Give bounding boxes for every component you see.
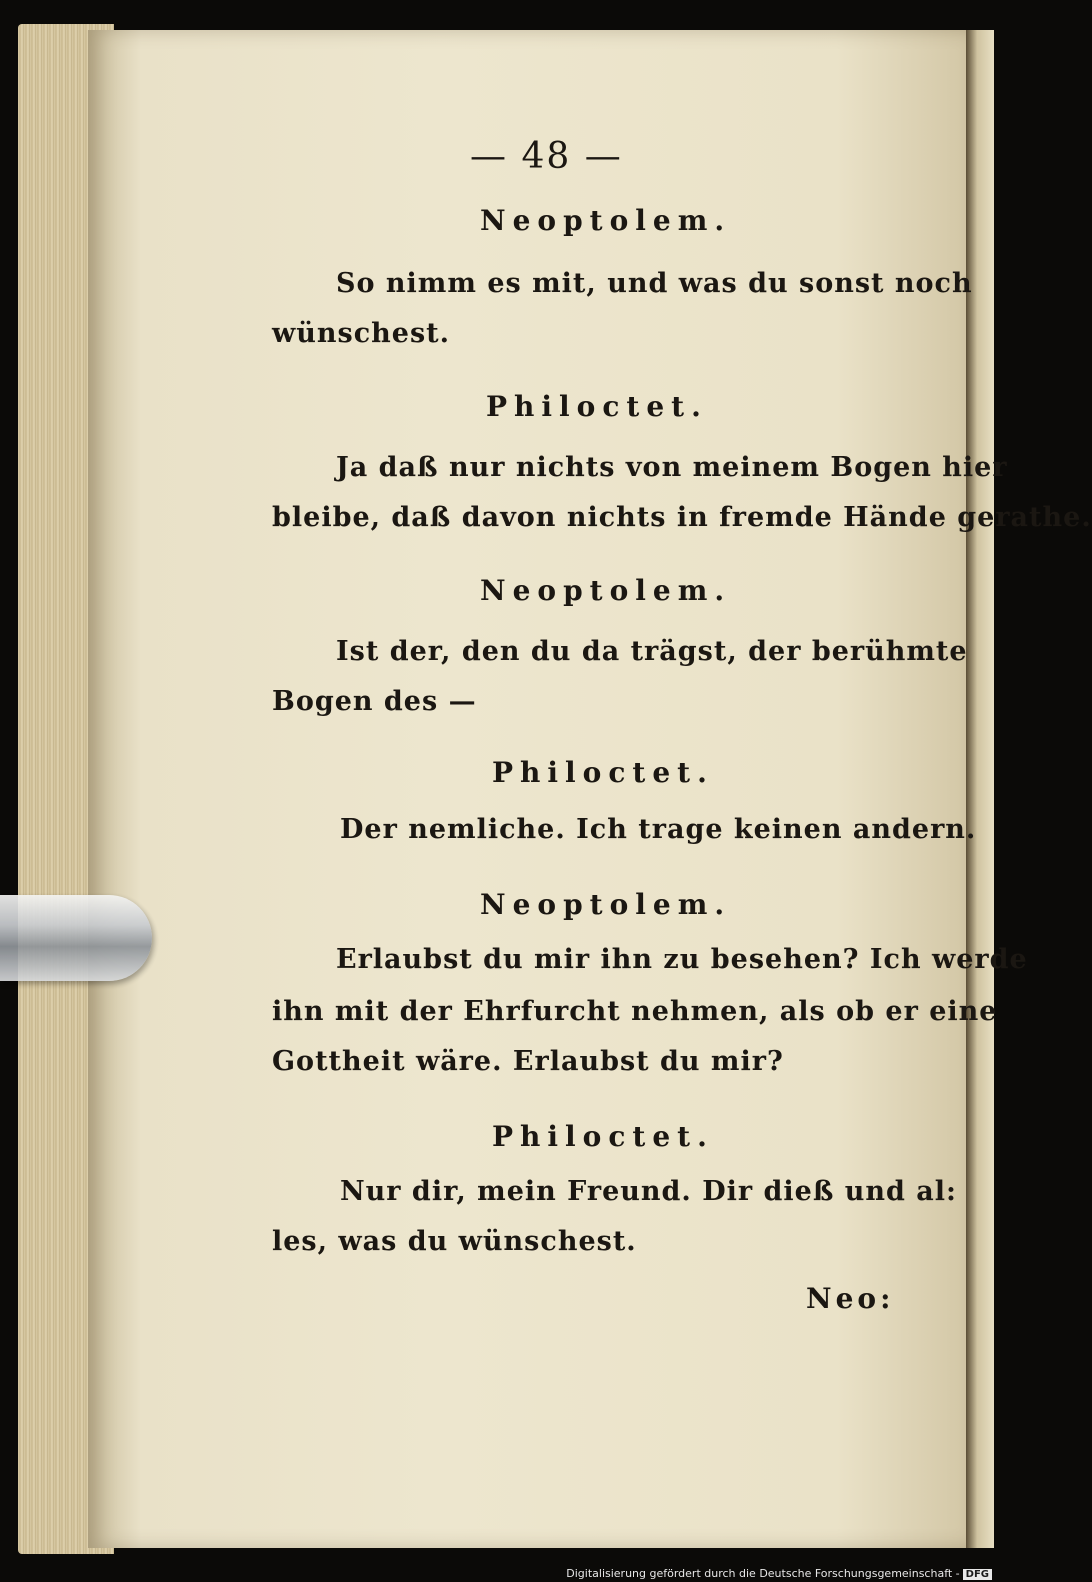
text-line: les, was du wünschest. <box>272 1226 637 1257</box>
text-line: Bogen des — <box>272 686 477 717</box>
text-line: Ist der, den du da trägst, der berühmte <box>336 636 968 667</box>
footer-credit <box>566 1567 992 1580</box>
text-line: Gottheit wäre. Erlaubst du mir? <box>272 1046 784 1077</box>
speaker-label: Neoptolem. <box>480 574 732 607</box>
dfg-logo: DFG <box>963 1569 992 1580</box>
text-line: bleibe, daß davon nichts in fremde Hände gerathe. <box>272 502 1092 533</box>
catchword: Neo: <box>806 1282 895 1315</box>
speaker-label: Neoptolem. <box>480 888 732 921</box>
page-holder-clip <box>0 895 152 981</box>
text-line: wünschest. <box>272 318 451 349</box>
text-line: Nur dir, mein Freund. Dir dieß und al: <box>340 1176 957 1207</box>
speaker-label: Philoctet. <box>486 390 708 423</box>
text-line: ihn mit der Ehrfurcht nehmen, als ob er eine <box>272 996 998 1027</box>
text-line: So nimm es mit, und was du sonst noch <box>336 268 973 299</box>
footer-text: Digitalisierung gefördert durch die Deutsche Forschungsgemeinschaft - <box>566 1567 960 1580</box>
speaker-label: Philoctet. <box>492 756 714 789</box>
book-page <box>88 30 968 1548</box>
text-line: Erlaubst du mir ihn zu besehen? Ich werde <box>336 944 1028 975</box>
text-line: Ja daß nur nichts von meinem Bogen hier <box>336 452 1008 483</box>
speaker-label: Philoctet. <box>492 1120 714 1153</box>
book-gutter <box>966 30 994 1548</box>
page-number: — 48 — <box>470 136 623 177</box>
text-line: Der nemliche. Ich trage keinen andern. <box>340 814 977 845</box>
speaker-label: Neoptolem. <box>480 204 732 237</box>
